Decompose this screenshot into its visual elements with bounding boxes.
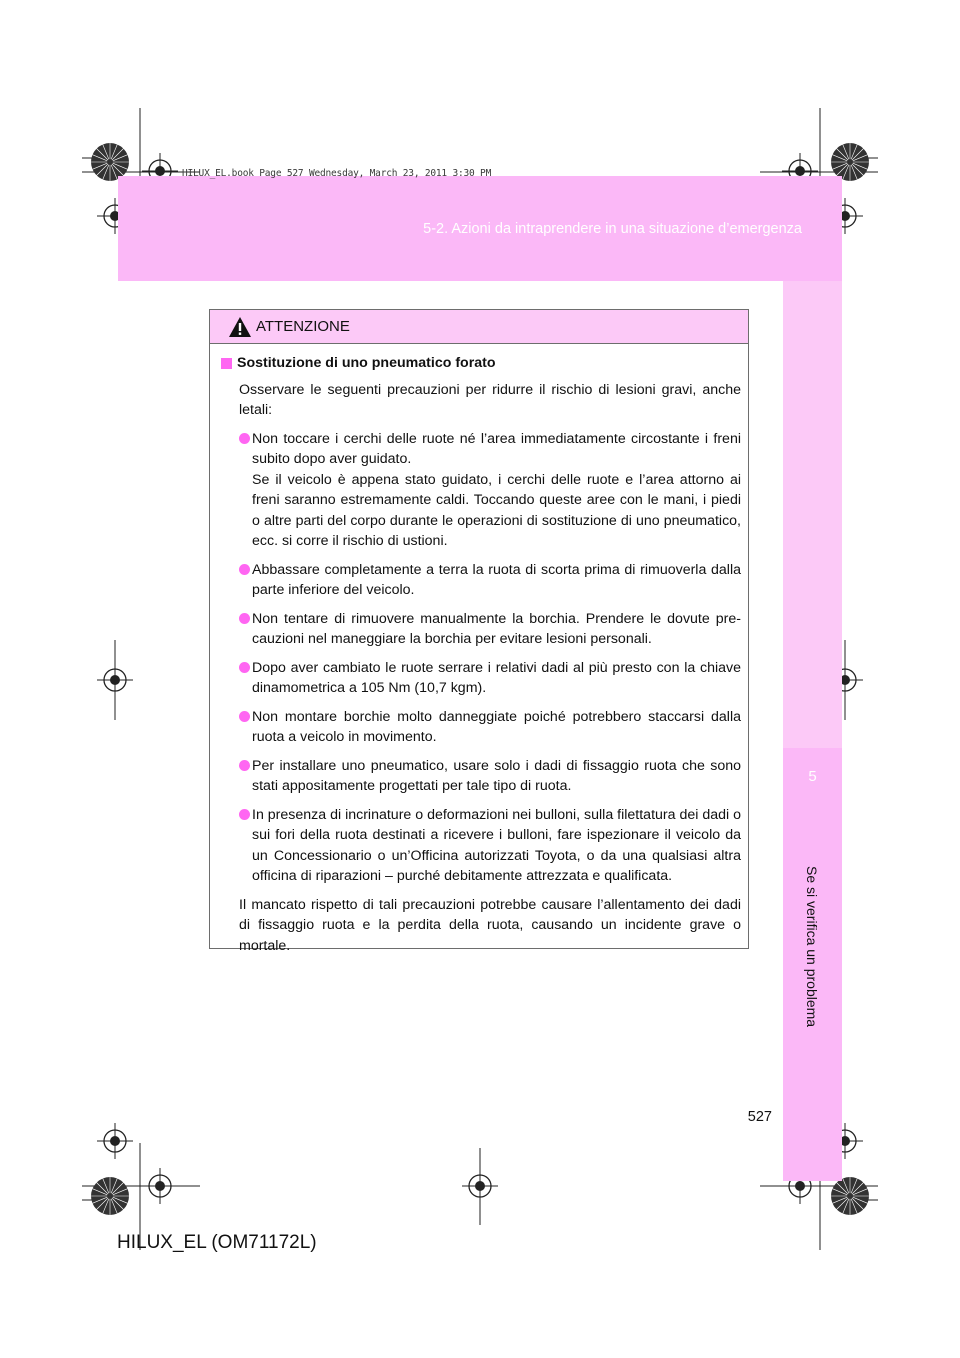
- list-item-text: Per installare uno pneumatico, usare solo i dadi di fissaggio ruota che sono stati appositamente progettati per tale tipo di ruota.: [252, 757, 741, 794]
- chapter-number: 5: [808, 768, 817, 785]
- list-item-text: Non montare borchie molto danneggiate poiché potrebbero staccarsi dalla ruota a veicolo in movimento.: [252, 708, 741, 745]
- registration-mark-icon: [462, 1168, 498, 1204]
- list-item: [221, 707, 741, 748]
- list-item: [221, 658, 741, 699]
- registration-mark-icon: [97, 662, 133, 698]
- closing-paragraph: Il mancato rispetto di tali precauzioni potrebbe causare l’allentamento dei dadi di fissaggio ruota e la perdita della ruota, causando un incidente grave o mortale.: [239, 896, 741, 954]
- warning-triangle-icon: [228, 316, 252, 338]
- page-number: 527: [747, 1109, 772, 1125]
- list-item: [221, 609, 741, 650]
- section-title: 5-2. Azioni da intraprendere in una situazione d’emergenza: [423, 221, 802, 237]
- round-bullet-icon: [239, 564, 250, 575]
- square-bullet-icon: [221, 358, 232, 369]
- round-bullet-icon: [239, 760, 250, 771]
- list-item: [221, 756, 741, 797]
- registration-mark-icon: [97, 1123, 133, 1159]
- round-bullet-icon: [239, 711, 250, 722]
- side-tab-background: [783, 281, 842, 748]
- registration-mark-icon: [142, 1168, 178, 1204]
- warning-body: [210, 344, 748, 956]
- starburst-registration-icon: [830, 1176, 870, 1216]
- list-item-text: Se il veicolo è appena stato guidato, i cerchi delle ruote e l’area attorno ai freni saranno estremamente caldi. Toccando queste aree con le mani, i piedi o altre parti del corpo durante le operazioni di sostituzione di uno pneumatico, ecc. si corre il rischio di ustioni.: [252, 471, 741, 549]
- book-stamp: HILUX_EL.book Page 527 Wednesday, March 23, 2011 3:30 PM: [182, 168, 492, 179]
- list-item: [221, 805, 741, 887]
- list-item-text: Dopo aver cambiato le ruote serrare i relativi dadi al più presto con la chiave dinamometrica a 105 Nm (10,7 kgm).: [252, 659, 741, 696]
- warning-header: [210, 310, 748, 344]
- starburst-registration-icon: [90, 1176, 130, 1216]
- round-bullet-icon: [239, 809, 250, 820]
- document-code: HILUX_EL (OM71172L): [117, 1232, 317, 1253]
- round-bullet-icon: [239, 613, 250, 624]
- list-item-text: In presenza di incrinature o deformazioni nei bulloni, sulla filettatura dei dadi o sui fori della ruota destinati a ricevere i bulloni, fare ispezionare il veicolo da un Concessionario o un’Officina autorizzati Toyota, o da una qualsiasi altra officina di riparazioni – purché debitamente attrezzata e qualificata.: [252, 806, 741, 884]
- list-item: [221, 560, 741, 601]
- warning-box: [209, 309, 749, 954]
- list-item-text: Non toccare i cerchi delle ruote né l’area immediatamente circostante i freni subito dopo aver guidato.: [252, 430, 741, 467]
- section-heading: [221, 353, 741, 374]
- intro-paragraph: Osservare le seguenti precauzioni per ridurre il rischio di lesioni gravi, anche letali:: [239, 381, 741, 418]
- list-item: [221, 429, 741, 552]
- section-heading-text: Sostituzione di uno pneumatico forato: [237, 355, 496, 371]
- warning-title: ATTENZIONE: [256, 318, 350, 335]
- list-item-text: Abbassare completamente a terra la ruota di scorta prima di rimuoverla dalla parte inferiore del veicolo.: [252, 561, 741, 598]
- round-bullet-icon: [239, 433, 250, 444]
- round-bullet-icon: [239, 662, 250, 673]
- list-item-text: Non tentare di rimuovere manualmente la borchia. Prendere le dovute pre-cauzioni nel maneggiare la borchia per evitare lesioni personali.: [252, 610, 741, 647]
- chapter-label: Se si verifica un problema: [804, 866, 820, 1028]
